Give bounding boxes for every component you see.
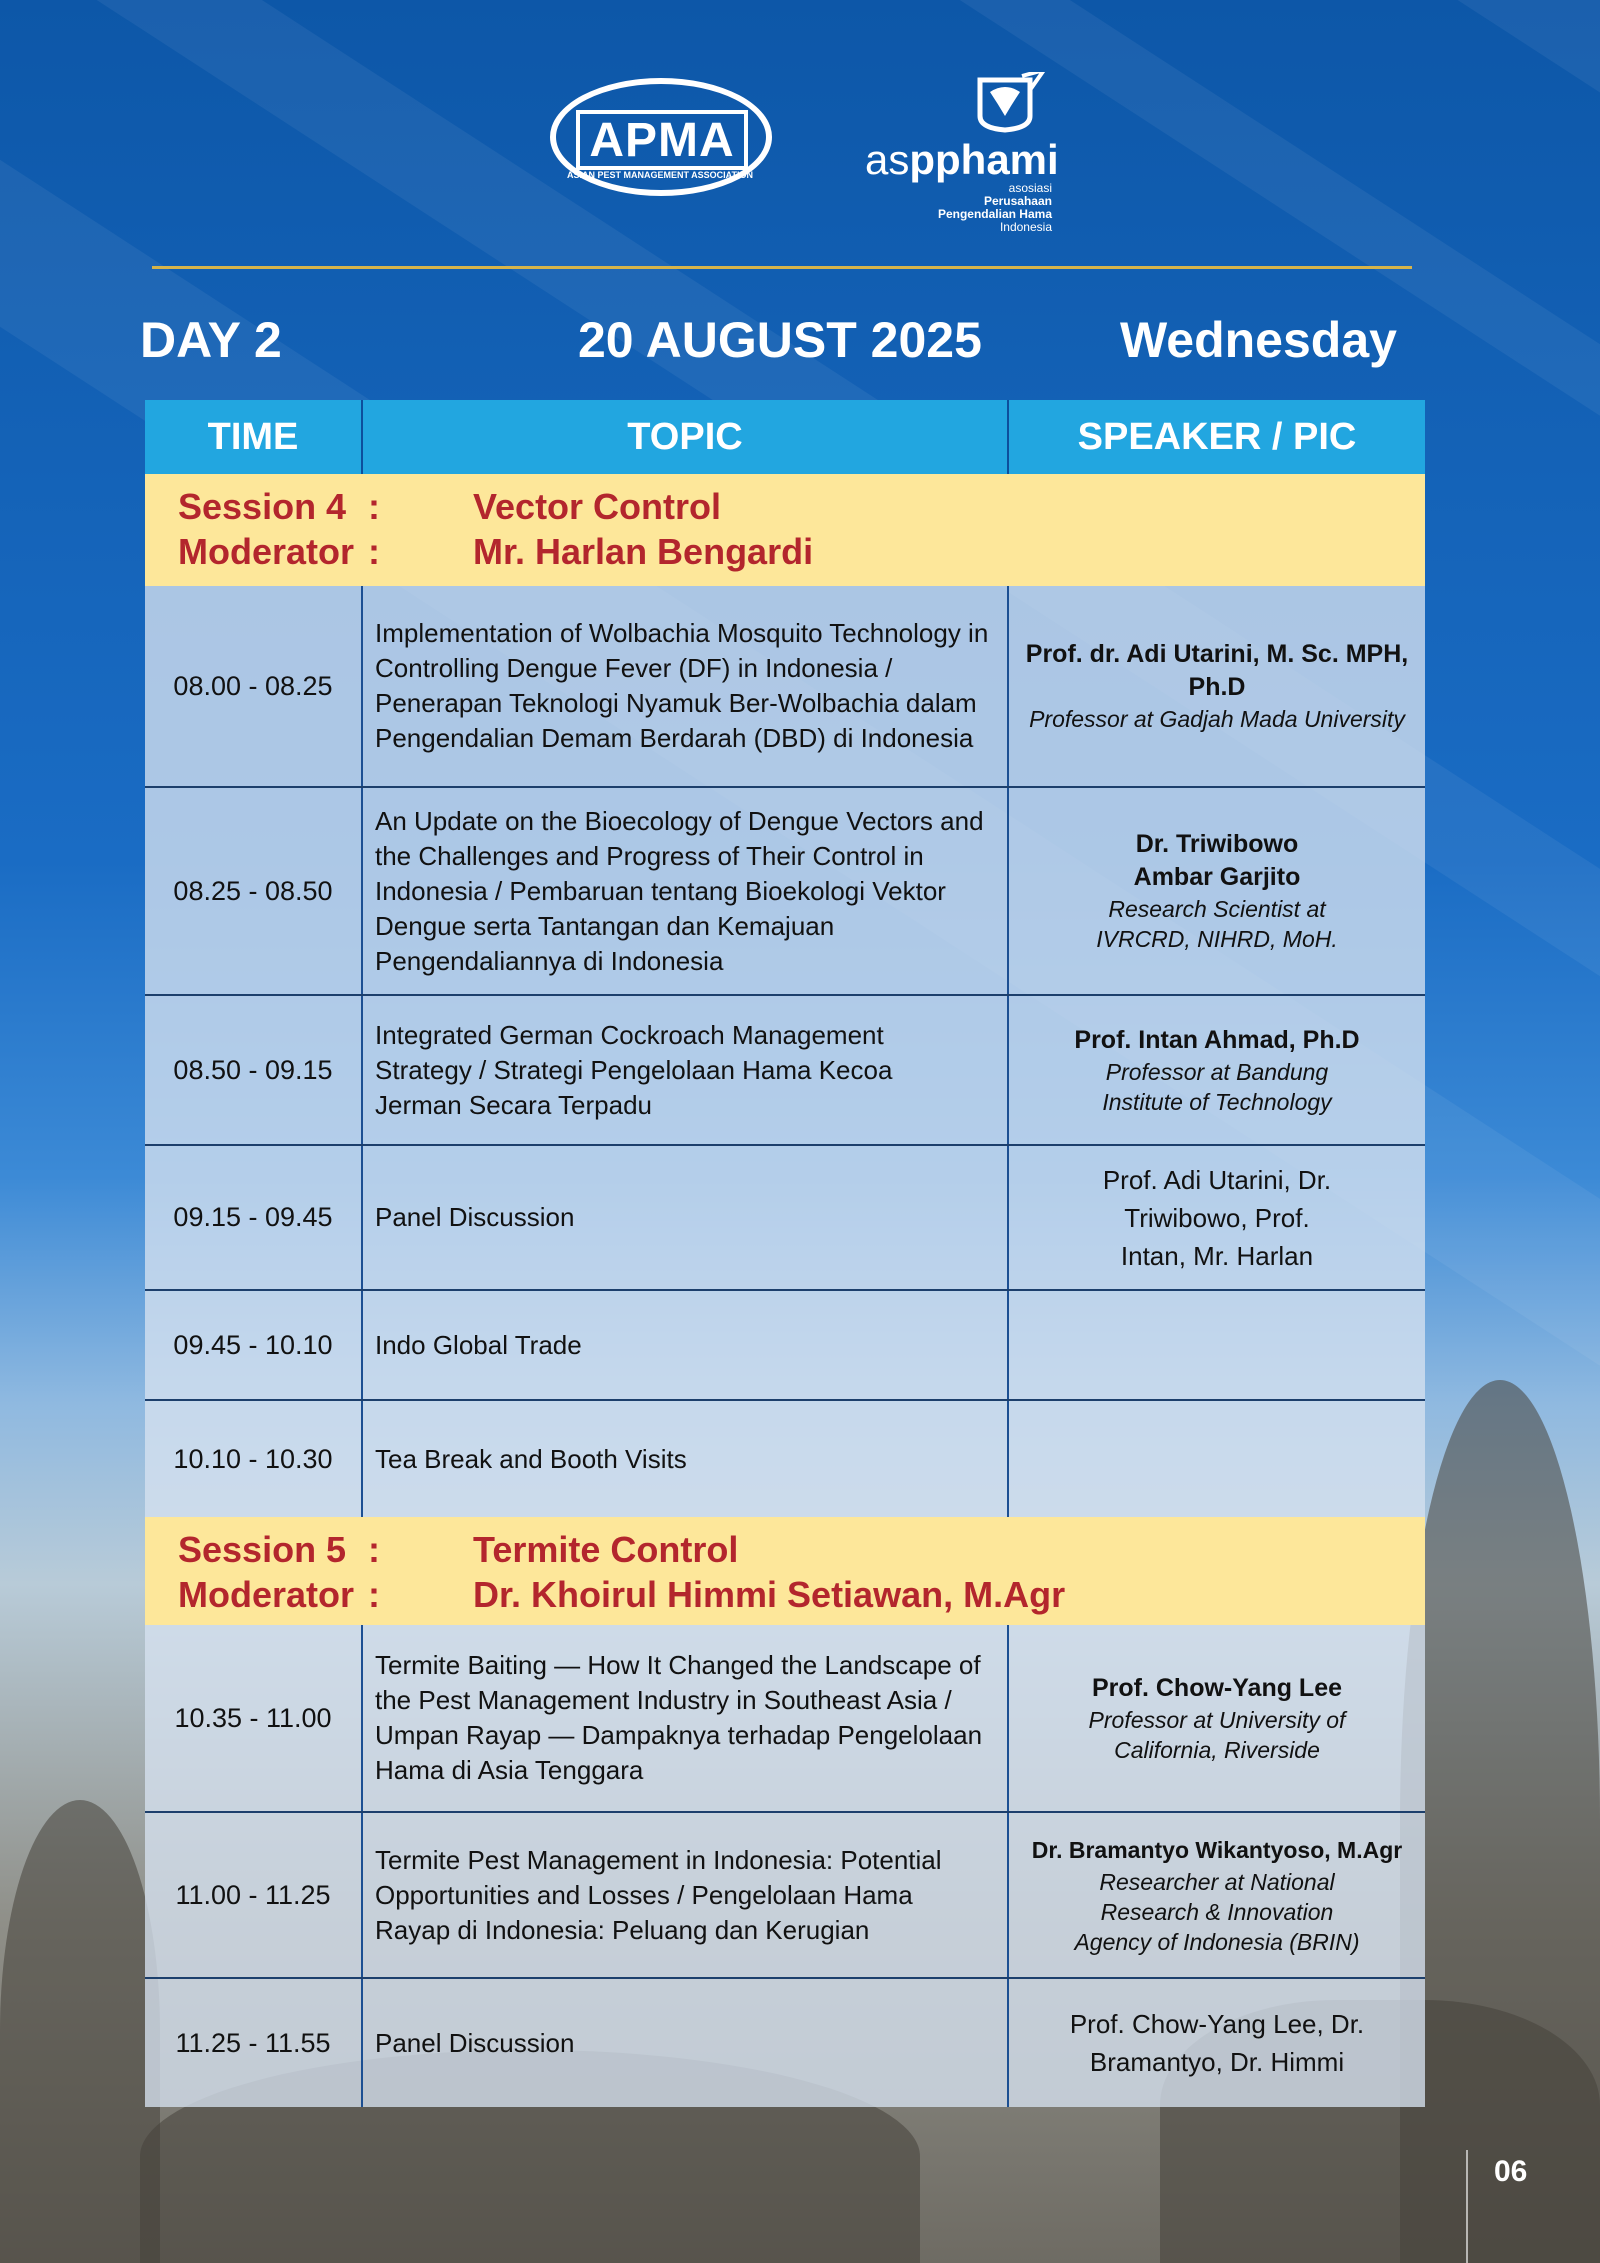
header-time: TIME <box>145 400 363 474</box>
speaker-title: Professor at Bandung Institute of Technology <box>1102 1058 1332 1115</box>
time-cell: 10.35 - 11.00 <box>145 1625 363 1811</box>
speaker-title: Research Scientist at IVRCRD, NIHRD, MoH. <box>1096 896 1338 952</box>
speaker-name: Dr. Triwibowo Ambar Garjito <box>1133 830 1301 891</box>
moderator-name: Mr. Harlan Bengardi <box>473 531 814 572</box>
event-date: 20 AUGUST 2025 <box>578 312 982 368</box>
topic-cell: Indo Global Trade <box>363 1291 1009 1399</box>
topic-cell: Termite Pest Management in Indonesia: Potential Opportunities and Losses / Pengelolaan Hama Rayap di Indonesia: Peluang dan Kerugian <box>363 1813 1009 1977</box>
session-label: Session 5 <box>178 1529 347 1570</box>
speaker-list: Prof. Adi Utarini, Dr. Triwibowo, Prof. Intan, Mr. Harlan <box>1102 1164 1332 1271</box>
table-row <box>145 1401 1425 1517</box>
session-banner: Session 5 : Termite Control Moderator : Dr. Khoirul Himmi Setiawan, M.Agr <box>145 1517 1425 1625</box>
day-label: DAY 2 <box>140 312 282 368</box>
time-cell: 08.25 - 08.50 <box>145 788 363 994</box>
speaker-name: Prof. dr. Adi Utarini, M. Sc. MPH, Ph.D <box>1025 640 1409 701</box>
speaker-cell <box>1009 1146 1425 1289</box>
speaker-title: Researcher at National Research & Innovation Agency of Indonesia (BRIN) <box>1074 1868 1360 1955</box>
moderator-label: Moderator <box>178 531 355 572</box>
speaker-cell <box>1009 996 1425 1144</box>
schedule-table <box>145 400 1425 2107</box>
topic-cell: An Update on the Bioecology of Dengue Vectors and the Challenges and Progress of Their Control in Indonesia / Pembaruan tentang Bioekologi Vektor Dengue serta Tantangan dan Kemajuan Pengendaliannya di Indonesia <box>363 788 1009 994</box>
topic-cell: Implementation of Wolbachia Mosquito Technology in Controlling Dengue Fever (DF) in Indonesia / Penerapan Teknologi Nyamuk Ber-Wolbachia dalam Pengendalian Demam Berdarah (DBD) di Indonesia <box>363 586 1009 786</box>
time-cell: 09.45 - 10.10 <box>145 1291 363 1399</box>
topic-cell: Tea Break and Booth Visits <box>363 1401 1009 1517</box>
speaker-title: Professor at University of California, Riverside <box>1088 1706 1346 1763</box>
speaker-name: Dr. Bramantyo Wikantyoso, M.Agr <box>1031 1836 1403 1863</box>
moderator-label: Moderator <box>178 1574 355 1615</box>
table-row <box>145 1291 1425 1401</box>
time-cell: 11.00 - 11.25 <box>145 1813 363 1977</box>
time-cell: 09.15 - 09.45 <box>145 1146 363 1289</box>
speaker-list: Prof. Chow-Yang Lee, Dr. Bramantyo, Dr. Himmi <box>1069 2009 1365 2077</box>
topic-cell: Panel Discussion <box>363 1146 1009 1289</box>
time-cell: 11.25 - 11.55 <box>145 1979 363 2107</box>
speaker-cell <box>1009 1813 1425 1977</box>
speaker-cell <box>1009 1291 1425 1399</box>
speaker-name: Prof. Chow-Yang Lee <box>1091 1673 1343 1702</box>
session-title: Vector Control <box>473 486 722 527</box>
table-row <box>145 788 1425 996</box>
session-banner: Session 4 : Vector Control Moderator : Mr. Harlan Bengardi <box>145 474 1425 586</box>
time-cell: 10.10 - 10.30 <box>145 1401 363 1517</box>
apma-logo-subtitle: ASIAN PEST MANAGEMENT ASSOCIATION <box>566 170 753 180</box>
page-number: 06 <box>1494 2155 1528 2188</box>
table-row <box>145 996 1425 1146</box>
table-row <box>145 1979 1425 2107</box>
table-row <box>145 586 1425 788</box>
weekday: Wednesday <box>1120 312 1397 368</box>
header-speaker: SPEAKER / PIC <box>1077 415 1357 458</box>
speaker-title: Professor at Gadjah Mada University <box>1029 706 1405 732</box>
aspphami-subtitle: asosiasi Perusahaan Pengendalian Hama Indonesia <box>937 181 1052 234</box>
logo-area <box>0 60 1600 250</box>
page-number-divider <box>1466 2150 1468 2263</box>
moderator-name: Dr. Khoirul Himmi Setiawan, M.Agr <box>473 1574 1066 1615</box>
session-title: Termite Control <box>473 1529 739 1570</box>
table-header <box>145 400 1425 474</box>
session-label: Session 4 <box>178 486 347 527</box>
speaker-cell <box>1009 1979 1425 2107</box>
table-row <box>145 1625 1425 1813</box>
header-topic: TOPIC <box>363 400 1009 474</box>
apma-logo: APMA <box>576 110 748 170</box>
speaker-cell <box>1009 1401 1425 1517</box>
time-cell: 08.00 - 08.25 <box>145 586 363 786</box>
topic-cell: Integrated German Cockroach Management Strategy / Strategi Pengelolaan Hama Kecoa Jerman Secara Terpadu <box>363 996 1009 1144</box>
divider <box>152 266 1412 269</box>
table-row <box>145 1146 1425 1291</box>
topic-cell: Termite Baiting — How It Changed the Landscape of the Pest Management Industry in Southeast Asia / Umpan Rayap — Dampaknya terhadap Pengelolaan Hama di Asia Tenggara <box>363 1625 1009 1811</box>
topic-cell: Panel Discussion <box>363 1979 1009 2107</box>
speaker-cell <box>1009 788 1425 994</box>
time-cell: 08.50 - 09.15 <box>145 996 363 1144</box>
speaker-cell <box>1009 1625 1425 1811</box>
aspphami-emblem-icon <box>972 72 1048 134</box>
aspphami-logo: aspphami <box>865 136 1059 183</box>
speaker-name: Prof. Intan Ahmad, Ph.D <box>1074 1025 1360 1054</box>
table-row <box>145 1813 1425 1979</box>
speaker-cell <box>1009 586 1425 786</box>
